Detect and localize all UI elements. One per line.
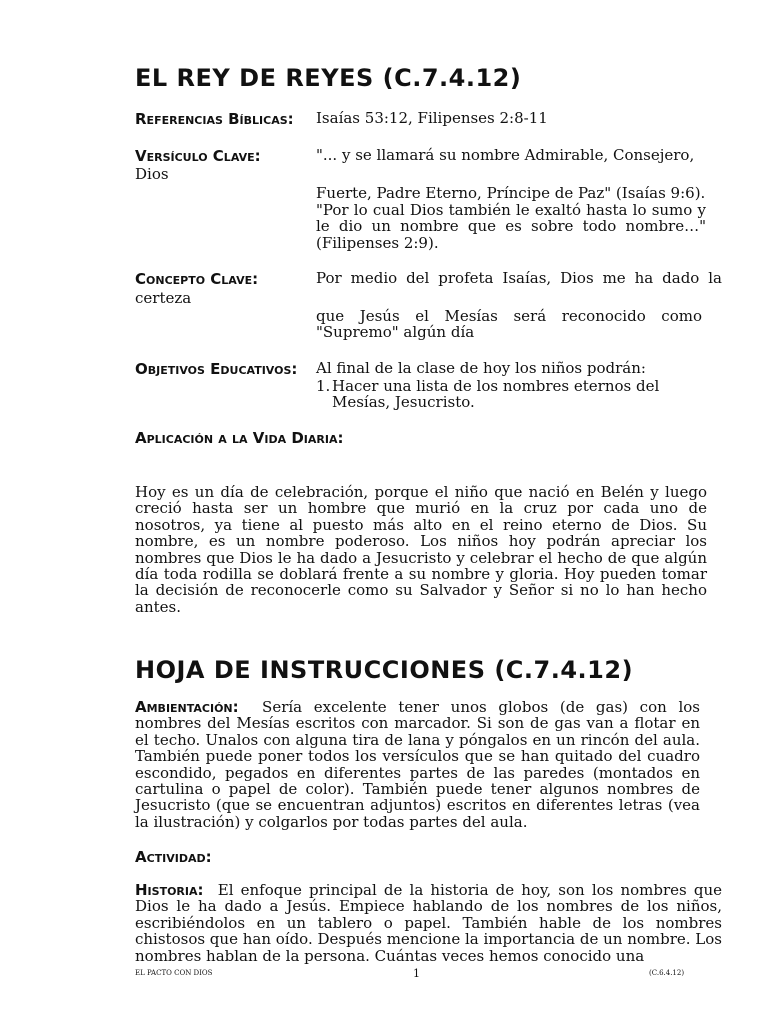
concept-line-2: que Jesús el Mesías será reconocido como "Supremo" algún día	[316, 307, 702, 342]
verse-line-2: Fuerte, Padre Eterno, Príncipe de Paz" (Isaías 9:6).	[316, 184, 706, 202]
refs-label: Referencias Bíblicas:	[135, 110, 294, 128]
objectives-intro: Al final de la clase de hoy los niños podrán:	[316, 359, 646, 377]
objectives-label: Objetivos Educativos:	[135, 360, 298, 378]
ambiance-paragraph	[135, 699, 700, 830]
concept-spill: certeza	[135, 289, 192, 307]
footer-right: (C.6.4.12)	[646, 969, 684, 977]
story-label: Historia:	[135, 881, 204, 899]
ambiance-text: Sería excelente tener unos globos (de gas) con los nombres del Mesías escritos con marcador. Si son de gas van a flotar en el techo. Unalos con alguna tira de lana y póngalos en un rincón del aula. También puede poner todos los versículos que se han quitado del cuadro escondido, pegados en diferentes partes de las paredes (montados en cartulina o papel de color). También puede tener algunos nombres de Jesucristo (que se encuentran adjuntos) escritos en diferentes letras (vea la ilustración) y colgarlos por todas partes del aula.	[135, 698, 701, 831]
verse-line-1: "... y se llamará su nombre Admirable, Consejero,	[316, 146, 695, 164]
objective-number: 1.	[316, 377, 331, 395]
verse-label: Versículo Clave:	[135, 147, 261, 165]
story-text: El enfoque principal de la historia de hoy, son los nombres que Dios le ha dado a Jesús. Empiece hablando de los nombres de los niños, escribiéndolos en un tablero o papel. También hable de los nombres chistosos que han oído. Después mencione la importancia de un nombre. Los nombres hablan de la persona. Cuántas veces hemos conocido una	[135, 881, 723, 965]
objective-text: Hacer una lista de los nombres eternos del Mesías, Jesucristo.	[332, 377, 660, 412]
verse-spill: Dios	[135, 165, 169, 183]
lesson-title: EL REY DE REYES (C.7.4.12)	[135, 64, 522, 92]
instructions-title: HOJA DE INSTRUCCIONES (C.7.4.12)	[135, 656, 634, 684]
ambiance-label: Ambientación:	[135, 698, 239, 716]
verse-line-3: "Por lo cual Dios también le exaltó hasta lo sumo y le dio un nombre que es sobre todo nombre…" (Filipenses 2:9).	[316, 201, 706, 252]
activity-label: Actividad:	[135, 848, 212, 866]
footer-page-number: 1	[410, 967, 423, 980]
footer-left: EL PACTO CON DIOS	[135, 969, 216, 977]
story-paragraph	[135, 882, 722, 964]
refs-value: Isaías 53:12, Filipenses 2:8-11	[316, 109, 548, 127]
concept-label: Concepto Clave:	[135, 270, 259, 288]
application-label: Aplicación a la Vida Diaria:	[135, 429, 344, 447]
application-text: Hoy es un día de celebración, porque el niño que nació en Belén y luego creció hasta ser un hombre que murió en la cruz por cada uno de nosotros, ya tiene al puesto más alto en el reino eterno de Dios. Su nombre, es un nombre poderoso. Los niños hoy podrán apreciar los nombres que Dios le ha dado a Jesucristo y celebrar el hecho de que algún día toda rodilla se doblará frente a su nombre y gloria. Hoy pueden tomar la decisión de reconocerle como su Salvador y Señor si no lo han hecho antes.	[135, 483, 707, 616]
concept-line-1: Por medio del profeta Isaías, Dios me ha dado la	[316, 269, 722, 287]
